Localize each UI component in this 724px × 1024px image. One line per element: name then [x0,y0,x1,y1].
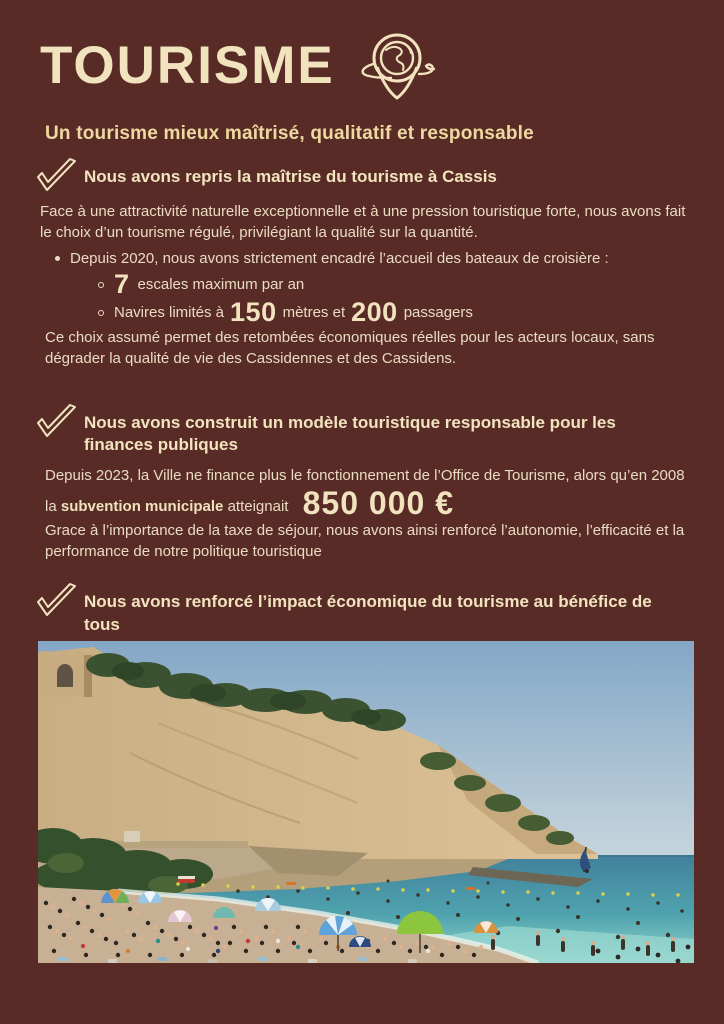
stat-passagers-label: passagers [403,303,473,321]
bullet-ring-icon [98,282,104,288]
stat-passagers-value: 200 [351,297,398,328]
section-1-heading-text: Nous avons repris la maîtrise du tourisme à Cassis [84,167,497,186]
globe-pin-icon [355,30,439,106]
section-1-outro: Ce choix assumé permet des retombées économiques réelles pour les acteurs locaux, sans dégrader la qualité de vie des Cassidennes et des Cassidens. [45,329,655,367]
section-1-bullet [40,248,690,270]
section-3-heading-text: Nous avons renforcé l’impact économique du tourisme au bénéfice de tous [84,592,652,635]
stat-escales-label: escales maximum par an [137,275,305,293]
section-2-heading-text: Nous avons construit un modèle touristique responsable pour les finances publiques [84,412,616,455]
stat-navires-prefix: Navires limités à [114,303,225,321]
section-2-paragraph [40,466,690,522]
check-icon [34,582,78,618]
section-3-heading [34,582,690,637]
photo-fort [40,651,92,697]
stat-subvention-value: 850 000 € [302,485,454,522]
section-1-heading [34,157,690,193]
bullet-dot-icon [55,256,60,261]
sub-bullet-navires [40,299,690,326]
check-icon [34,157,78,193]
section-1-intro: Face à une attractivité naturelle exceptionnelle et à une pression touristique forte, nous avons fait le choix d’un tourisme régulé, privilégiant la qualité sur la quantité. [40,203,686,241]
section-1-bullet-text: Depuis 2020, nous avons strictement encadré l’accueil des bateaux de croisière : [70,250,609,268]
para-mid: atteignait [227,498,289,516]
section-2-paragraph-2: Grace à l’importance de la taxe de séjour, nous avons ainsi renforcé l’autonomie, l’efficacité et la performance de notre politique touristique [45,522,685,560]
section-2-heading [34,403,690,458]
page-subtitle: Un tourisme mieux maîtrisé, qualitatif et responsable [45,123,534,144]
para-start: Depuis 2023, la Ville ne finance plus le fonctionnement de l’Office de Tourisme, alors qu’en 2008 la [45,467,685,516]
header [40,26,690,106]
sub-bullet-escales [40,271,690,298]
stat-metres-value: 150 [230,297,277,328]
beach-photo [38,641,694,963]
bullet-ring-icon [98,310,104,316]
check-icon [34,403,78,439]
stat-escales-value: 7 [114,269,130,300]
para-bold: subvention municipale [60,498,224,516]
stat-metres-label: mètres et [282,303,346,321]
page-title: TOURISME [40,36,335,96]
